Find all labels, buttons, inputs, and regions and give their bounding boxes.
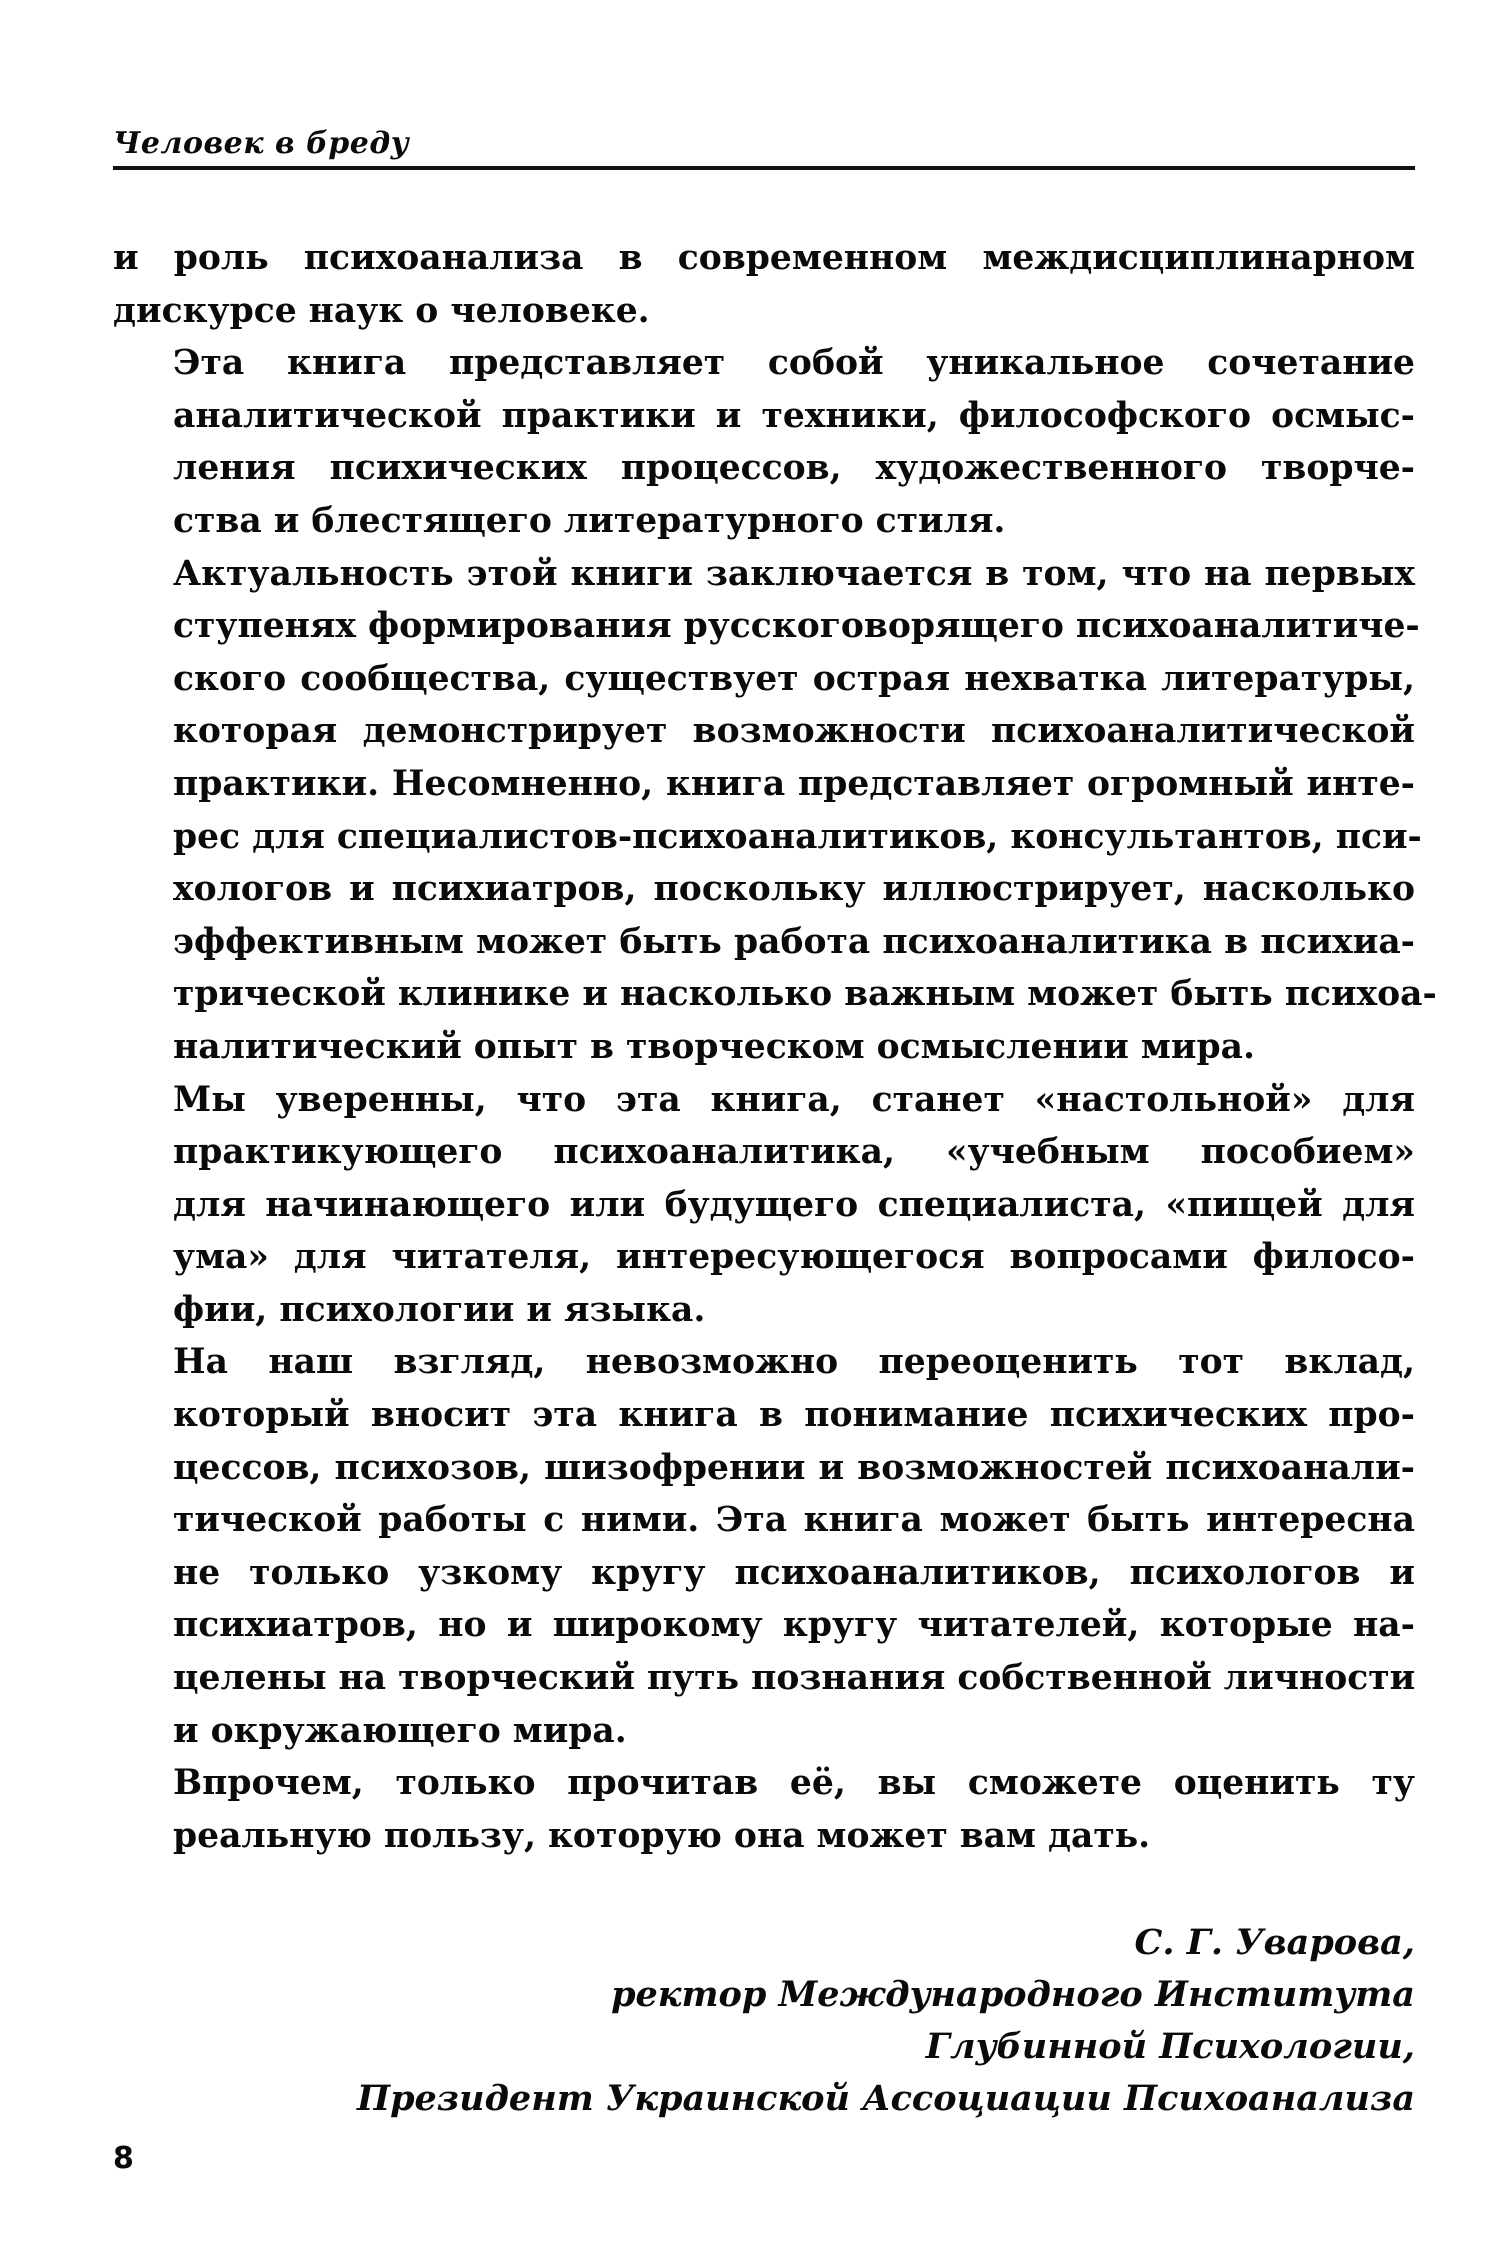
- text-line: аналитической практики и техники, философского осмыс-: [173, 395, 1415, 436]
- signature-block: [215, 1917, 1415, 2125]
- paragraph-6: [113, 1757, 1415, 1862]
- running-title: Человек в бреду: [113, 126, 410, 161]
- text-line: ского сообщества, существует острая нехватка литературы,: [173, 658, 1415, 699]
- paragraph-5: [113, 1336, 1415, 1757]
- text-line: ления психических процессов, художественного творче-: [173, 448, 1415, 489]
- text-line: и окружающего мира.: [173, 1710, 627, 1751]
- text-line: фии, психологии и языка.: [173, 1289, 706, 1330]
- paragraph-4: [113, 1074, 1415, 1337]
- text-line: для начинающего или будущего специалиста, «пищей для: [173, 1184, 1415, 1225]
- text-line: налитический опыт в творческом осмыслении мира.: [173, 1026, 1255, 1067]
- text-line: ума» для читателя, интересующегося вопросами филосо-: [173, 1237, 1415, 1278]
- paragraph-1: [113, 232, 1415, 337]
- text-line: цессов, психозов, шизофрении и возможностей психоанали-: [173, 1447, 1415, 1488]
- author-title-line-2: Глубинной Психологии,: [925, 2026, 1415, 2067]
- author-title-line-1: ректор Международного Института: [611, 1974, 1415, 2015]
- text-line: тической работы с ними. Эта книга может быть интересна: [173, 1500, 1415, 1541]
- text-line: Эта книга представляет собой уникальное сочетание: [173, 343, 1415, 384]
- text-line: рес для специалистов-психоаналитиков, консультантов, пси-: [173, 816, 1422, 857]
- text-line: ства и блестящего литературного стиля.: [173, 500, 1006, 541]
- text-line: хологов и психиатров, поскольку иллюстрирует, насколько: [173, 869, 1415, 910]
- text-line: которая демонстрирует возможности психоаналитической: [173, 711, 1415, 752]
- text-line: Мы уверенны, что эта книга, станет «настольной» для: [173, 1079, 1415, 1120]
- author-name: С. Г. Уварова,: [1134, 1922, 1415, 1963]
- text-line: реальную пользу, которую она может вам дать.: [173, 1815, 1151, 1856]
- body-text: [113, 232, 1437, 1862]
- text-line: эффективным может быть работа психоаналитика в психиа-: [173, 921, 1415, 962]
- paragraph-2: [113, 337, 1415, 547]
- author-title-line-3: Президент Украинской Ассоциации Психоанализа: [357, 2078, 1415, 2119]
- text-line: и роль психоанализа в современном междисциплинарном: [113, 238, 1415, 278]
- page-number: 8: [113, 2141, 134, 2176]
- text-line: не только узкому кругу психоаналитиков, психологов и: [173, 1552, 1415, 1593]
- text-line: Актуальность этой книги заключается в том, что на первых: [173, 553, 1415, 594]
- paragraph-3: [113, 548, 1437, 1074]
- text-line: ступенях формирования русскоговорящего психоаналитиче-: [173, 606, 1420, 647]
- text-line: психиатров, но и широкому кругу читателей, которые на-: [173, 1605, 1415, 1646]
- text-line: который вносит эта книга в понимание психических про-: [173, 1395, 1415, 1436]
- text-line: практикующего психоаналитика, «учебным пособием»: [173, 1132, 1415, 1173]
- text-line: целены на творческий путь познания собственной личности: [173, 1658, 1416, 1699]
- text-line: Впрочем, только прочитав её, вы сможете оценить ту: [173, 1763, 1415, 1804]
- text-line: На наш взгляд, невозможно переоценить тот вклад,: [173, 1342, 1415, 1383]
- text-line: практики. Несомненно, книга представляет огромный инте-: [173, 763, 1415, 804]
- text-line: трической клинике и насколько важным может быть психоа-: [173, 974, 1437, 1015]
- text-line: дискурсе наук о человеке.: [113, 290, 650, 331]
- running-header: [113, 124, 1415, 170]
